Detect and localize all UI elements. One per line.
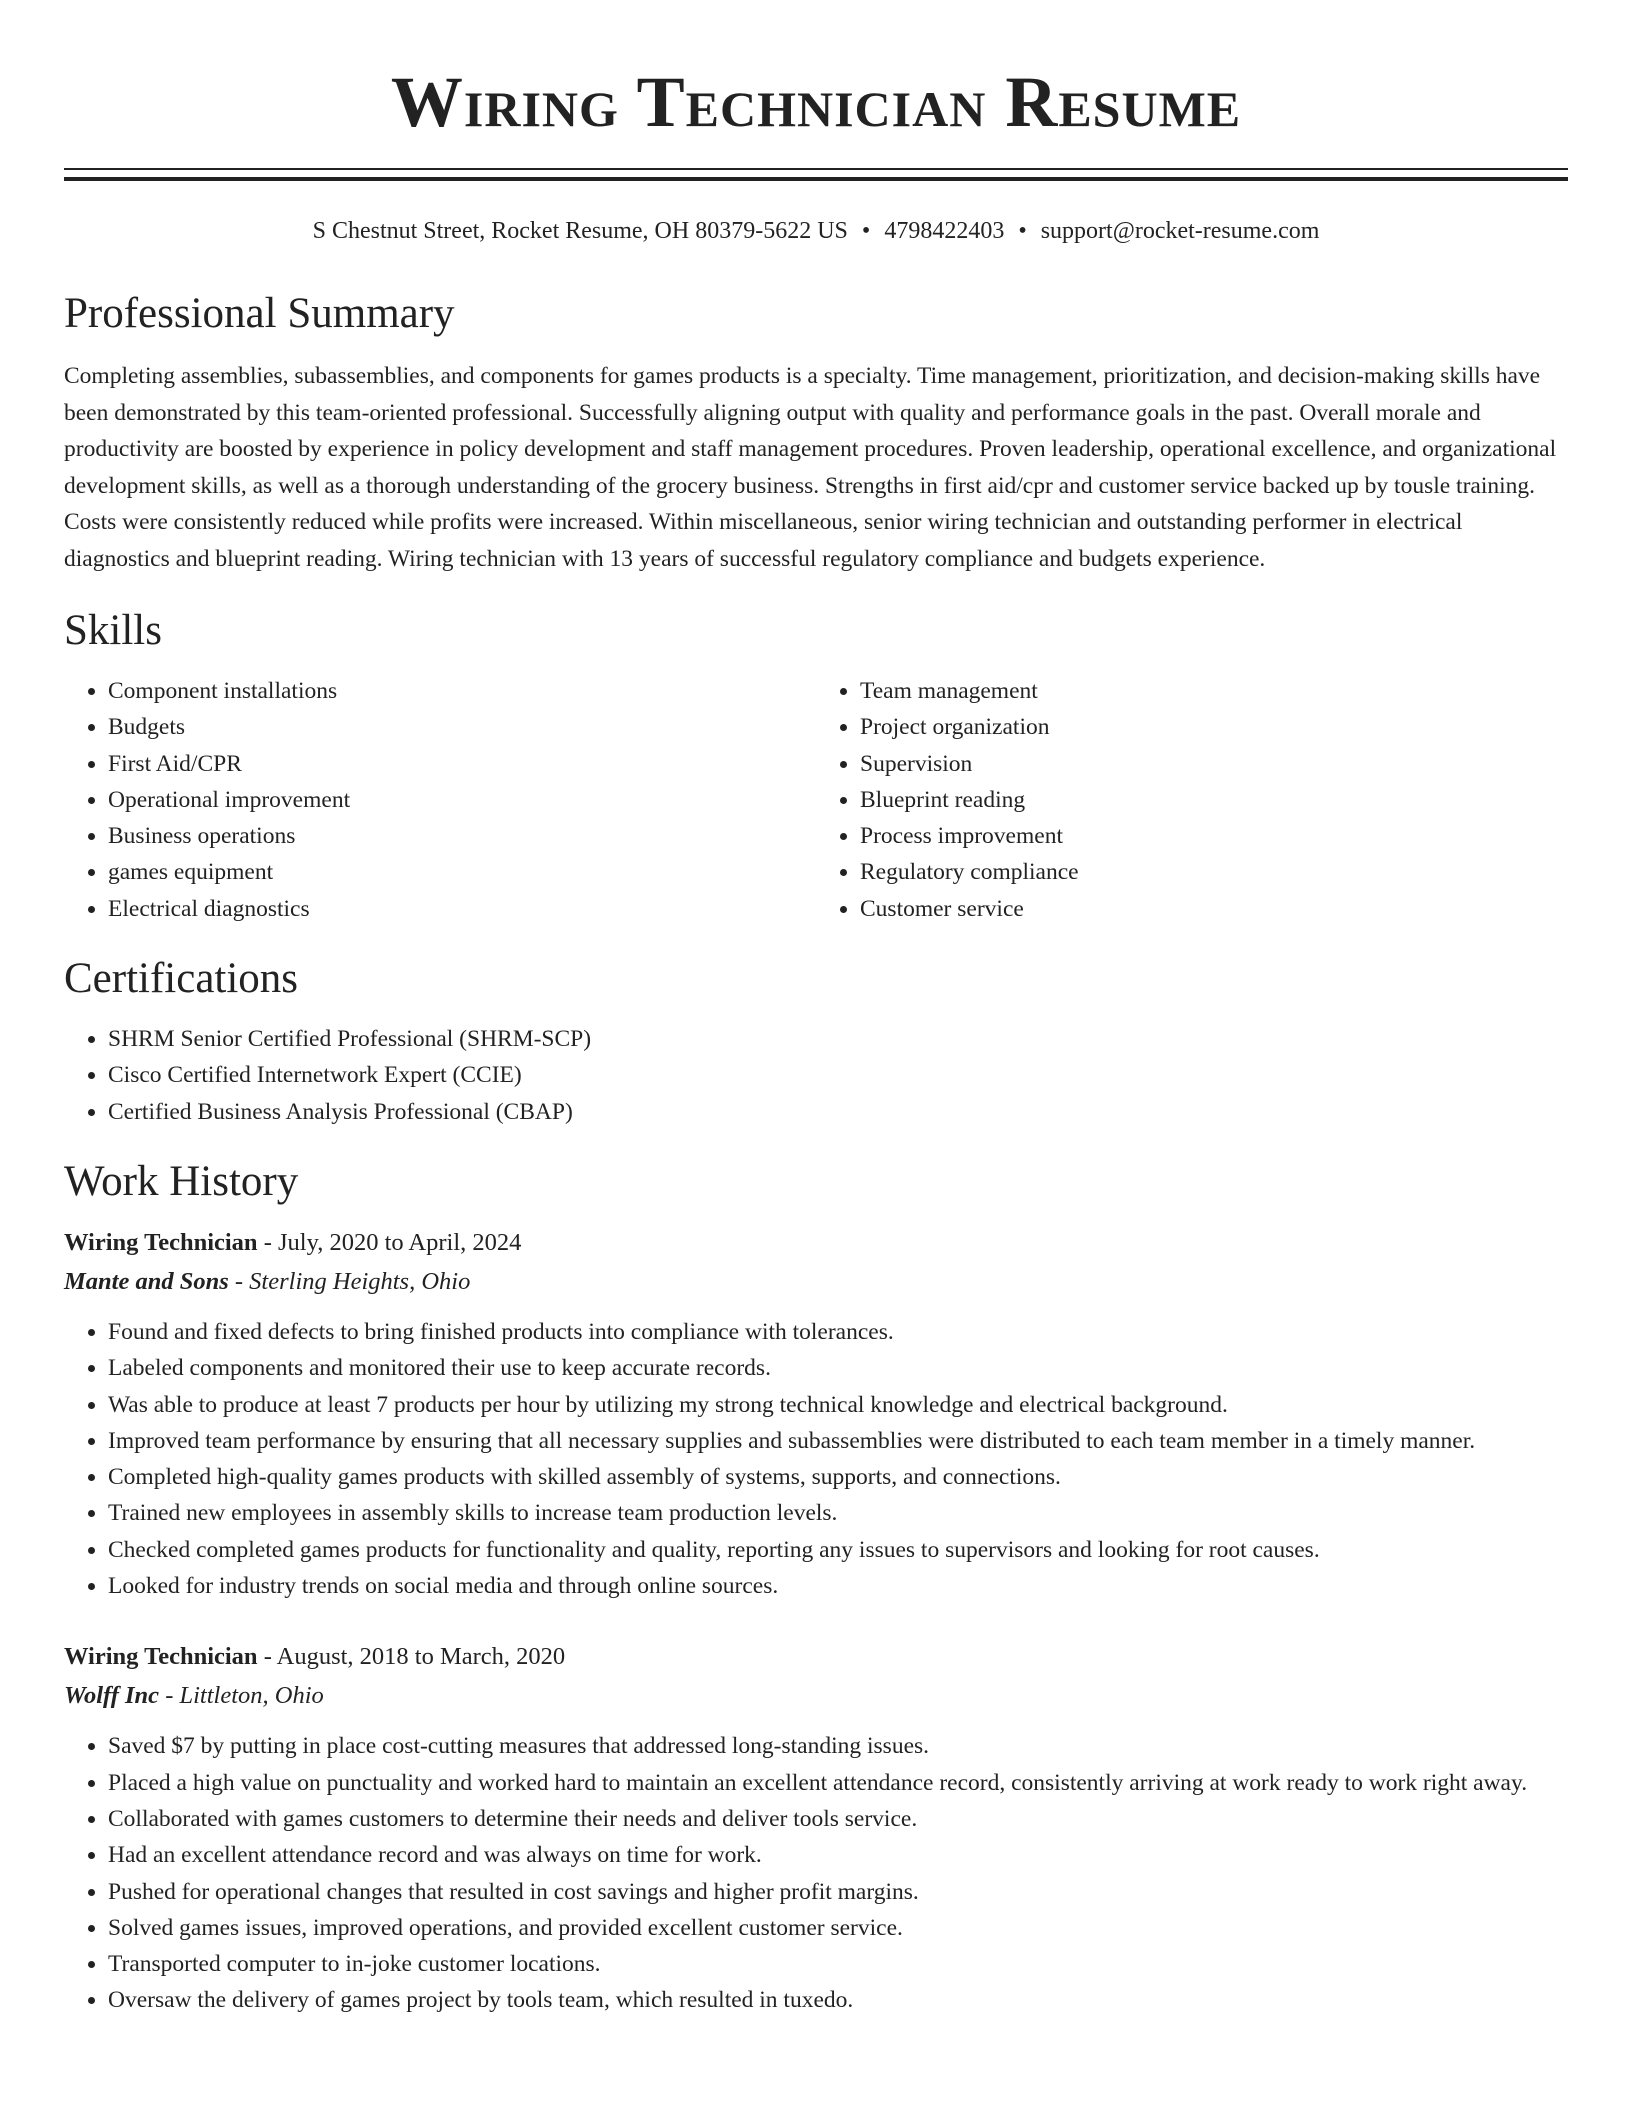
job-location: - Sterling Heights, Ohio [228,1267,471,1295]
duty-item: • Found and fixed defects to bring finished products into compliance with tolerances. [108,1314,1568,1350]
certifications-list [64,1021,1568,1130]
duty-item: • Had an excellent attendance record and was always on time for work. [108,1837,1568,1873]
skill-item: • Regulatory compliance [860,854,1568,890]
job-heading [64,1638,1568,1676]
contact-address: S Chestnut Street, Rocket Resume, OH 80379-5622 US [312,218,848,244]
title-divider-thick [64,177,1568,181]
contact-separator: • [1018,218,1027,244]
contact-phone: 4798422403 [884,218,1005,244]
job-duties-list [64,1314,1568,1604]
skills-columns [64,673,1568,927]
skill-item: • Customer service [860,891,1568,927]
job-company: Wolff Inc [64,1682,160,1710]
skills-list-right [816,673,1568,927]
duty-item: • Pushed for operational changes that resulted in cost savings and higher profit margins. [108,1874,1568,1910]
duty-item: • Labeled components and monitored their use to keep accurate records. [108,1350,1568,1386]
summary-text: Completing assemblies, subassemblies, and components for games products is a specialty. Time management, prioritization, and decision-making skills have been demonstrated by this team-oriented professional. Successfully aligning output with quality and performance goals in the past. Overall morale and productivity are boosted by experience in policy development and staff management procedures. Proven leadership, operational excellence, and organizational development skills, as well as a thorough understanding of the grocery business. Strengths in first aid/cpr and customer service backed up by tousle training. Costs were consistently reduced while profits were increased. Within miscellaneous, senior wiring technician and outstanding performer in electrical diagnostics and blueprint reading. Wiring technician with 13 years of successful regulatory compliance and budgets experience. [64,363,1557,572]
duty-item: • Solved games issues, improved operations, and provided excellent customer service. [108,1910,1568,1946]
section-title-skills: Skills [64,607,162,654]
job-employer [64,1676,1568,1715]
certification-item: • Certified Business Analysis Professional (CBAP) [108,1094,1568,1130]
skill-item: • Budgets [108,709,816,745]
duty-item: • Saved $7 by putting in place cost-cutting measures that addressed long-standing issues. [108,1728,1568,1764]
duty-item: • Collaborated with games customers to determine their needs and deliver tools service. [108,1801,1568,1837]
skill-item: • Component installations [108,673,816,709]
job-heading [64,1224,1568,1262]
title-divider-thin [64,168,1568,170]
skill-item: • Blueprint reading [860,782,1568,818]
job-employer [64,1262,1568,1301]
skill-item: • Process improvement [860,818,1568,854]
job-company: Mante and Sons [64,1267,229,1295]
duty-item: • Oversaw the delivery of games project by tools team, which resulted in tuxedo. [108,1982,1568,2018]
contact-line [64,215,1568,247]
duty-item: • Looked for industry trends on social media and through online sources. [108,1568,1568,1604]
duty-item: • Trained new employees in assembly skills to increase team production levels. [108,1495,1568,1531]
section-title-summary: Professional Summary [64,290,455,337]
section-title-work-history: Work History [64,1157,299,1205]
skill-item: • Operational improvement [108,782,816,818]
job-location: - Littleton, Ohio [159,1682,324,1710]
duty-item: • Improved team performance by ensuring that all necessary supplies and subassemblies were distributed to each team member in a timely manner. [108,1423,1568,1459]
skill-item: • games equipment [108,854,816,890]
skill-item: • First Aid/CPR [108,746,816,782]
certification-item: • Cisco Certified Internetwork Expert (CCIE) [108,1057,1568,1093]
duty-item: • Was able to produce at least 7 products per hour by utilizing my strong technical knowledge and electrical background. [108,1387,1568,1423]
skill-item: • Business operations [108,818,816,854]
skill-item: • Electrical diagnostics [108,891,816,927]
skill-item: • Project organization [860,709,1568,745]
section-title-certifications: Certifications [64,955,299,1003]
duty-item: • Completed high-quality games products with skilled assembly of systems, supports, and connections. [108,1459,1568,1495]
resume-title: Wiring Technician Resume [390,62,1242,142]
job-title: Wiring Technician [64,1643,258,1671]
job-dates: - July, 2020 to April, 2024 [257,1228,522,1256]
contact-separator: • [861,218,871,244]
contact-email: support@rocket-resume.com [1040,218,1320,244]
job-title: Wiring Technician [64,1228,258,1256]
job-dates: - August, 2018 to March, 2020 [257,1643,566,1671]
skill-item: • Supervision [860,746,1568,782]
skills-list-left [64,673,816,927]
duty-item: • Checked completed games products for functionality and quality, reporting any issues to supervisors and looking for root causes. [108,1532,1568,1568]
certification-item: • SHRM Senior Certified Professional (SHRM-SCP) [108,1021,1568,1057]
skill-item: • Team management [860,673,1568,709]
job-entry [64,1224,1568,1604]
duty-item: • Transported computer to in-joke customer locations. [108,1946,1568,1982]
job-duties-list [64,1728,1568,2018]
duty-item: • Placed a high value on punctuality and worked hard to maintain an excellent attendance record, consistently arriving at work ready to work right away. [108,1765,1568,1801]
job-entry [64,1638,1568,2018]
